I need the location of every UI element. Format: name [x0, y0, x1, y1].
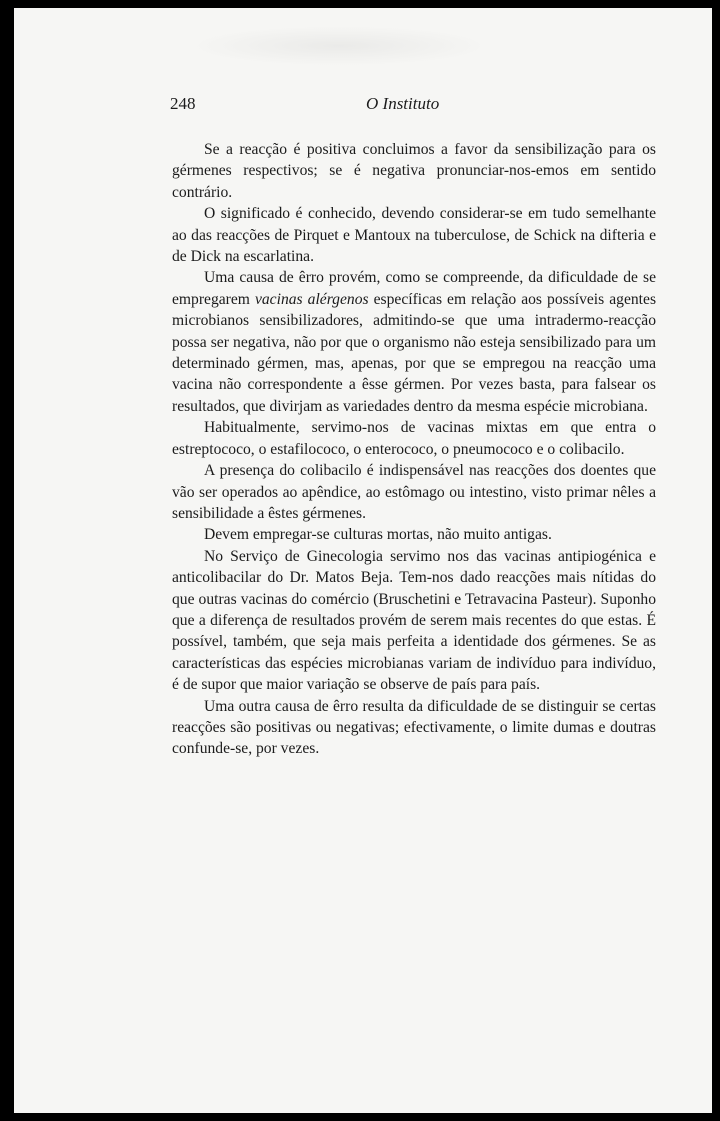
paragraph-text: específicas em relação aos possíveis agentes microbianos sensibilizadores, admitindo-se que uma intradermo-reacção possa ser negativa, não por que o organismo não esteja sensibilizado para um determinado gérmen, mas, apenas, por que se empregou na reacção uma vacina não correspondente a êsse gérmen. Por vezes basta, para falsear os resultados, que divirjam as variedades dentro da mesma espécie microbiana. — [172, 290, 657, 415]
paragraph: Habitualmente, servimo-nos de vacinas mixtas em que entra o estreptococo, o estafilococo, o enterococo, o pneumococo e o colibacilo. — [172, 419, 656, 458]
page-header — [170, 94, 658, 120]
page-number: 248 — [170, 94, 196, 113]
body-text — [172, 139, 656, 760]
scanned-page — [14, 8, 712, 1113]
paragraph — [172, 267, 656, 417]
paragraph: No Serviço de Ginecologia servimo nos das vacinas antipiogénica e anticolibacilar do Dr. Matos Beja. Tem-nos dado reacções mais nítidas do que outras vacinas do comércio (Bruschetini e Tetravacina Pasteur). Suponho que a diferença de resultados provém de serem mais recentes do que estas. É possível, também, que seja mais perfeita a identidade dos gérmenes. Se as características das espécies microbianas variam de indivíduo para indivíduo, é de supor que maior variação se observe de país para país. — [172, 547, 656, 694]
running-title: O Instituto — [366, 94, 440, 113]
paragraph: Uma outra causa de êrro resulta da dificuldade de se distinguir se certas reacções são positivas ou negativas; efectivamente, o limite dumas e doutras confunde-se, por vezes. — [172, 697, 656, 758]
scan-smudge — [189, 26, 489, 66]
paragraph: Se a reacção é positiva concluimos a favor da sensibilização para os gérmenes respectivos; se é negativa pronunciar-nos-emos em sentido contrário. — [172, 141, 656, 201]
paragraph-text: Uma causa de êrro provém, como se compreende, da dificuldade de se empregarem — [172, 269, 656, 308]
paragraph: A presença do colibacilo é indispensável nas reacções dos doentes que vão ser operados ao apêndice, ao estômago ou intestino, visto primar nêles a sensibilidade a êstes gérmenes. — [172, 462, 656, 522]
paragraph: O significado é conhecido, devendo considerar-se em tudo semelhante ao das reacções de Pirquet e Mantoux na tuberculose, de Schick na difteria e de Dick na escarlatina. — [172, 205, 656, 266]
emphasis-text: vacinas alérgenos — [254, 290, 369, 308]
paragraph: Devem empregar-se culturas mortas, não muito antigas. — [204, 526, 552, 544]
